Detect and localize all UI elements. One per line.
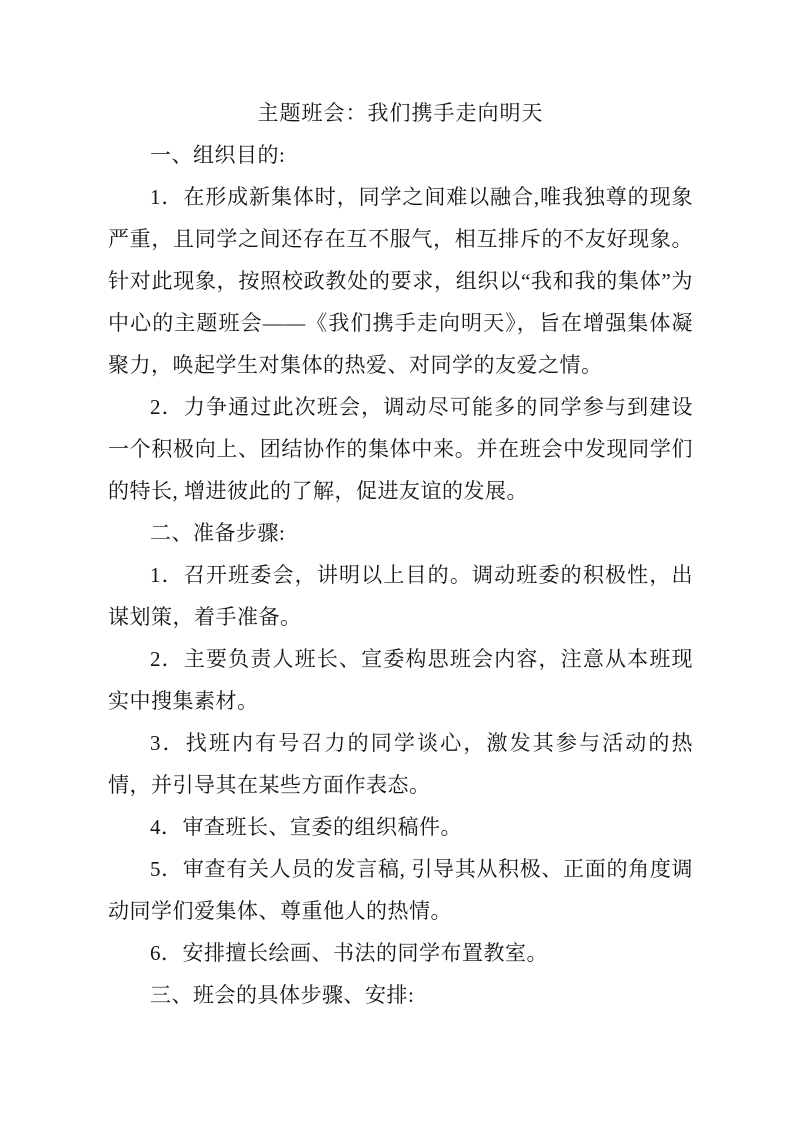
heading-meeting-arrangement: 三、班会的具体步骤、安排:	[150, 983, 415, 1007]
heading-organization-purpose: 一、组织目的:	[150, 143, 286, 167]
preparation-step-6: 6．安排擅长绘画、书法的同学布置教室。	[150, 941, 548, 965]
purpose-item-2: 2．力争通过此次班会，调动尽可能多的同学参与到建设一个积极向上、团结协作的集体中来。并在班会中发现同学们的特长, 增进彼此的了解，促进友谊的发展。	[108, 395, 693, 503]
preparation-step-2: 2．主要负责人班长、宣委构思班会内容，注意从本班现实中搜集素材。	[108, 647, 693, 713]
document-title: 主题班会：我们携手走向明天	[257, 101, 544, 125]
preparation-step-3: 3．找班内有号召力的同学谈心，激发其参与活动的热情，并引导其在某些方面作表态。	[108, 731, 693, 797]
purpose-item-1: 1．在形成新集体时，同学之间难以融合,唯我独尊的现象严重，且同学之间还存在互不服气，相互排斥的不友好现象。针对此现象，按照校政教处的要求，组织以“我和我的集体”为中心的主题班会——《我们携手走向明天》，旨在增强集体凝聚力，唤起学生对集体的热爱、对同学的友爱之情。	[108, 185, 693, 377]
preparation-step-5: 5．审查有关人员的发言稿, 引导其从积极、正面的角度调动同学们爱集体、尊重他人的热情。	[108, 857, 693, 923]
preparation-step-4: 4．审查班长、宣委的组织稿件。	[150, 815, 462, 839]
preparation-step-1: 1．召开班委会，讲明以上目的。调动班委的积极性，出谋划策，着手准备。	[108, 563, 693, 629]
heading-preparation-steps: 二、准备步骤:	[150, 521, 286, 545]
